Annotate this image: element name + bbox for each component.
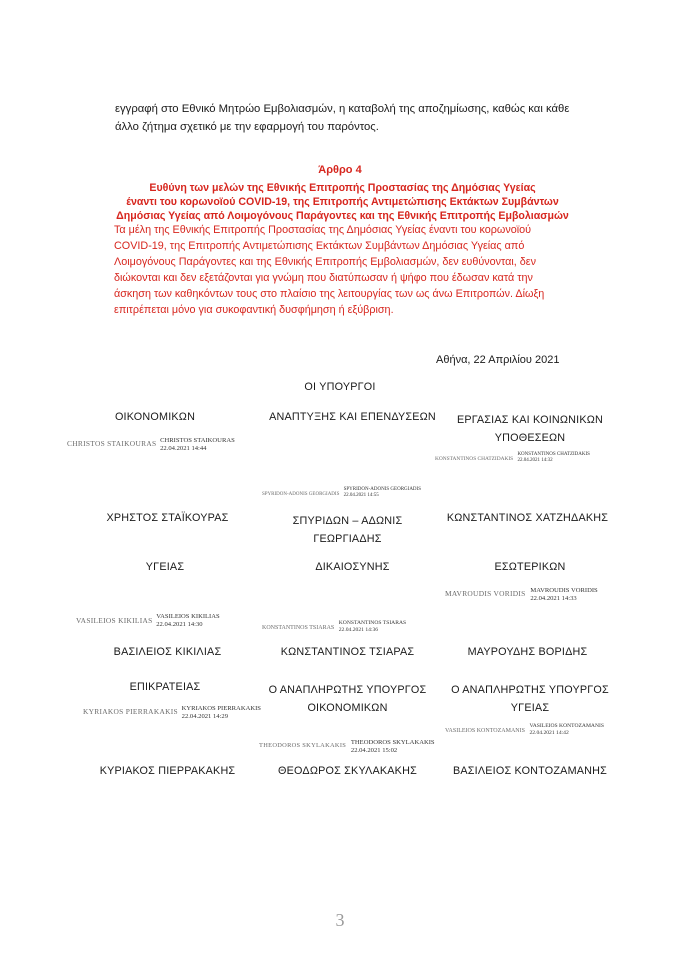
signature-skylakakis [259, 739, 435, 755]
minister-name-tsiaras: ΚΩΝΣΤΑΝΤΙΝΟΣ ΤΣΙΑΡΑΣ [280, 646, 415, 658]
ministry-deputy-health [440, 681, 620, 717]
signature-block [156, 613, 219, 629]
signature-block [182, 705, 261, 721]
ministry-health: ΥΓΕΙΑΣ [145, 561, 185, 573]
ministry-deputy-finance-line-1: Ο ΑΝΑΠΛΗΡΩΤΗΣ ΥΠΟΥΡΓΟΣ [268, 684, 427, 696]
sign-timestamp: 22.04.2021 15:02 [350, 747, 398, 754]
intro-line-1: εγγραφή στο Εθνικό Μητρώο Εμβολιασμών, η καταβολή της αποζημίωσης, καθώς και κάθε [115, 103, 570, 115]
signature-mark: MAVROUDIS VORIDIS [445, 589, 526, 598]
signer-name: VASILEIOS KONTOZAMANIS [529, 723, 604, 729]
signature-kontozamanis [445, 723, 604, 737]
ministry-development: ΑΝΑΠΤΥΞΗΣ ΚΑΙ ΕΠΕΝΔΥΣΕΩΝ [269, 411, 436, 423]
signature-tsiaras [262, 620, 406, 634]
article-body-line-5: άσκηση των καθηκόντων τους στο πλαίσιο της λειτουργίας των ως άνω Επιτροπών. Δίωξη [114, 288, 545, 300]
minister-name-georgiadis [255, 512, 440, 548]
minister-name-staikouras: ΧΡΗΣΤΟΣ ΣΤΑΪΚΟΥΡΑΣ [106, 512, 229, 524]
minister-name-kontozamanis: ΒΑΣΙΛΕΙΟΣ ΚΟΝΤΟΖΑΜΑΝΗΣ [452, 765, 608, 777]
article-heading-line-3: Δημόσιας Υγείας από Λοιμογόνους Παράγοντες και της Εθνικής Επιτροπής Εμβολιασμών [116, 210, 569, 222]
signer-name: SPYRIDON-ADONIS GEORGIADIS [343, 487, 421, 492]
signature-block [529, 723, 604, 737]
signer-name: CHRISTOS STAIKOURAS [160, 437, 235, 444]
sign-timestamp: 22.04.2021 14:44 [160, 445, 207, 452]
signature-pierrakakis [83, 705, 261, 721]
article-body-line-4: διώκονται και δεν εξετάζονται για γνώμη που διατύπωσαν ή ψήφο που έδωσαν κατά την [114, 272, 533, 284]
ministry-deputy-finance-line-2: ΟΙΚΟΝΟΜΙΚΩΝ [307, 702, 388, 714]
signature-block [344, 487, 421, 499]
ministry-deputy-health-line-1: Ο ΑΝΑΠΛΗΡΩΤΗΣ ΥΠΟΥΡΓΟΣ [451, 684, 609, 696]
minister-name-chatzidakis: ΚΩΝΣΤΑΝΤΙΝΟΣ ΧΑΤΖΗΔΑΚΗΣ [446, 512, 609, 524]
article-heading-line-2: έναντι του κορωνοϊού COVID-19, της Επιτροπής Αντιμετώπισης Εκτάκτων Συμβάντων [126, 196, 559, 208]
minister-name-georgiadis-line-1: ΣΠΥΡΙΔΩΝ – ΑΔΩΝΙΣ [292, 515, 403, 527]
intro-paragraph [115, 100, 585, 136]
signature-voridis [445, 587, 598, 603]
page-number: 3 [335, 910, 345, 930]
article-body-line-1: Τα μέλη της Εθνικής Επιτροπής Προστασίας της Δημόσιας Υγείας έναντι του κορωνοϊού [114, 224, 532, 236]
minister-name-pierrakakis: ΚΥΡΙΑΚΟΣ ΠΙΕΡΡΑΚΑΚΗΣ [99, 765, 236, 777]
minister-name-kikilias: ΒΑΣΙΛΕΙΟΣ ΚΙΚΙΛΙΑΣ [113, 646, 222, 658]
ministry-interior: ΕΣΩΤΕΡΙΚΩΝ [494, 561, 566, 573]
place-date: Αθήνα, 22 Απριλίου 2021 [436, 354, 560, 366]
signer-name: KYRIAKOS PIERRAKAKIS [181, 705, 261, 712]
article-body-line-3: Λοιμογόνους Παράγοντες και της Εθνικής Επιτροπής Εμβολιασμών, δεν ευθύνονται, δεν [114, 256, 537, 268]
article-heading [90, 181, 595, 223]
sign-timestamp: 22.04.2021 14:36 [338, 627, 379, 633]
ministry-deputy-finance [255, 681, 440, 717]
sign-timestamp: 22.04.2021 14:32 [517, 458, 553, 463]
signature-block [339, 620, 406, 634]
signature-mark: SPYRIDON-ADONIS GEORGIADIS [262, 492, 340, 497]
signer-name: KONSTANTINOS CHATZIDAKIS [517, 452, 590, 457]
signer-name: KONSTANTINOS TSIARAS [338, 620, 407, 626]
signature-block [530, 587, 597, 603]
signature-mark: CHRISTOS STAIKOURAS [67, 439, 157, 448]
sign-timestamp: 22.04.2021 14:55 [343, 493, 379, 498]
signature-kikilias [76, 613, 220, 629]
signature-block [160, 437, 235, 453]
signer-name: THEODOROS SKYLAKAKIS [350, 739, 435, 746]
ministry-labour-line-1: ΕΡΓΑΣΙΑΣ ΚΑΙ ΚΟΙΝΩΝΙΚΩΝ [456, 414, 604, 426]
minister-name-skylakakis: ΘΕΟΔΩΡΟΣ ΣΚΥΛΑΚΑΚΗΣ [278, 765, 417, 777]
sign-timestamp: 22.04.2021 14:33 [530, 595, 577, 602]
ministry-deputy-health-line-2: ΥΓΕΙΑΣ [510, 702, 550, 714]
signature-mark: KYRIAKOS PIERRAKAKIS [83, 707, 178, 716]
minister-name-georgiadis-line-2: ΓΕΩΡΓΙΑΔΗΣ [313, 533, 382, 545]
ministry-justice: ΔΙΚΑΙΟΣΥΝΗΣ [315, 561, 390, 573]
sign-timestamp: 22.04.2021 14:29 [181, 713, 228, 720]
sign-timestamp: 22.04.2021 14:30 [156, 621, 203, 628]
ministry-state: ΕΠΙΚΡΑΤΕΙΑΣ [129, 681, 201, 693]
ministry-labour-line-2: ΥΠΟΘΕΣΕΩΝ [494, 432, 566, 444]
article-body-line-2: COVID-19, της Επιτροπής Αντιμετώπισης Εκτάκτων Συμβάντων Δημόσιας Υγείας από [114, 240, 525, 252]
ministry-labour [430, 411, 630, 447]
article-body [114, 222, 569, 318]
sign-timestamp: 22.04.2021 14:42 [529, 730, 569, 736]
signature-mark: THEODOROS SKYLAKAKIS [259, 742, 347, 749]
ministers-heading: ΟΙ ΥΠΟΥΡΓΟΙ [304, 381, 376, 393]
intro-line-2: άλλο ζήτημα σχετικό με την εφαρμογή του παρόντος. [115, 121, 379, 133]
article-heading-line-1: Ευθύνη των μελών της Εθνικής Επιτροπής Προστασίας της Δημόσιας Υγείας [149, 182, 536, 194]
article-body-line-6: επιτρέπεται μόνο για συκοφαντική δυσφήμηση ή εξύβριση. [114, 304, 394, 316]
article-title: Άρθρο 4 [318, 164, 362, 176]
minister-name-voridis: ΜΑΥΡΟΥΔΗΣ ΒΟΡΙΔΗΣ [467, 646, 588, 658]
signer-name: VASILEIOS KIKILIAS [156, 613, 220, 620]
signature-mark: KONSTANTINOS TSIARAS [262, 625, 335, 631]
signature-staikouras [67, 437, 235, 453]
signature-mark: VASILEIOS KONTOZAMANIS [445, 728, 525, 734]
signature-georgiadis [262, 487, 421, 499]
signature-block [517, 452, 590, 464]
signature-mark: VASILEIOS KIKILIAS [76, 616, 153, 625]
signer-name: MAVROUDIS VORIDIS [530, 587, 598, 594]
signature-block [351, 739, 435, 755]
signature-chatzidakis [435, 452, 590, 464]
signature-mark: KONSTANTINOS CHATZIDAKIS [435, 456, 514, 462]
ministry-finance: ΟΙΚΟΝΟΜΙΚΩΝ [114, 411, 196, 423]
